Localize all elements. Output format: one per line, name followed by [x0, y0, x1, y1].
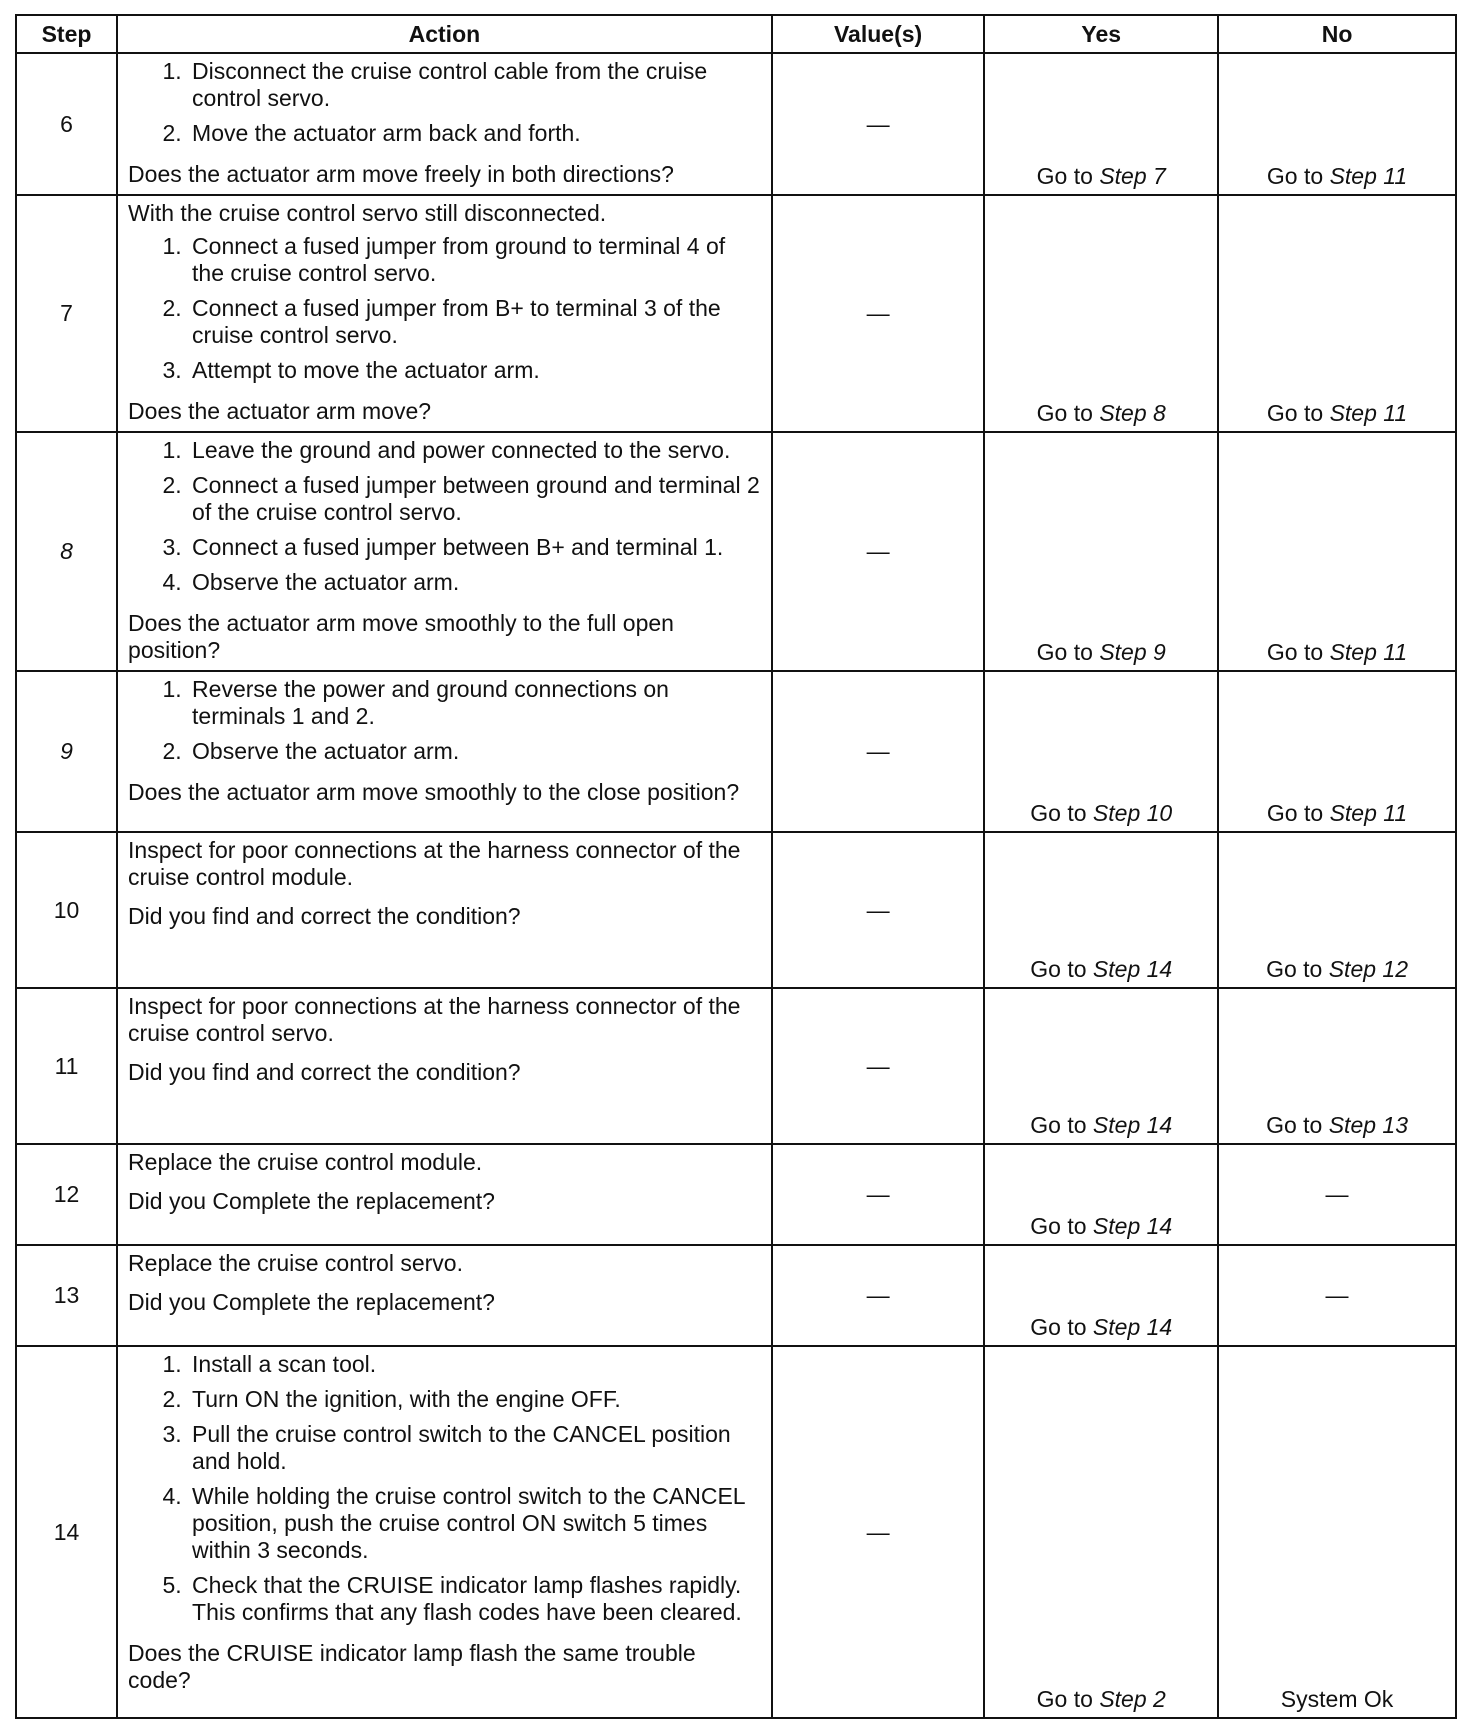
- yes-step-ref: Step 9: [1099, 639, 1166, 665]
- table-row: [16, 432, 1456, 671]
- value-cell: —: [772, 1346, 985, 1718]
- no-step-ref: Step 12: [1328, 956, 1409, 982]
- step-number: 14: [16, 1346, 117, 1718]
- value-cell: —: [772, 1144, 985, 1245]
- no-step-ref: Step 11: [1329, 163, 1408, 189]
- action-intro: Inspect for poor connections at the harness connector of the cruise control servo.: [128, 993, 741, 1046]
- action-cell: [117, 1346, 772, 1718]
- action-question: Did you Complete the replacement?: [128, 1188, 495, 1214]
- action-steps-list: [128, 1351, 761, 1626]
- action-cell: [117, 832, 772, 988]
- header-no: No: [1218, 15, 1456, 53]
- table-row: [16, 832, 1456, 988]
- no-goto-label: Go to: [1266, 956, 1323, 982]
- action-step-item: 2. Move the actuator arm back and forth.: [188, 120, 761, 147]
- step-number: 6: [16, 53, 117, 195]
- no-cell: [1218, 988, 1456, 1144]
- action-step-item: 1. Install a scan tool.: [188, 1351, 761, 1378]
- no-step-ref: Step 13: [1328, 1112, 1409, 1138]
- no-goto-label: Go to: [1266, 800, 1324, 826]
- header-action: Action: [117, 15, 772, 53]
- action-cell: [117, 1245, 772, 1346]
- yes-goto-label: Go to: [1030, 1314, 1087, 1340]
- no-step-ref: Step 11: [1329, 800, 1408, 826]
- step-number: 8: [16, 432, 117, 671]
- action-question: Does the actuator arm move smoothly to the full open position?: [128, 610, 674, 663]
- yes-cell: [984, 832, 1218, 988]
- action-question: Did you find and correct the condition?: [128, 1059, 521, 1085]
- yes-cell: [984, 195, 1218, 432]
- yes-goto-label: Go to: [1036, 400, 1093, 426]
- action-step-item: 3. Pull the cruise control switch to the CANCEL position and hold.: [188, 1421, 761, 1475]
- no-cell: [1218, 671, 1456, 832]
- yes-cell: [984, 1346, 1218, 1718]
- table-row: [16, 1144, 1456, 1245]
- action-question: Does the actuator arm move freely in both directions?: [128, 161, 674, 187]
- step-number: 7: [16, 195, 117, 432]
- yes-step-ref: Step 10: [1092, 800, 1173, 826]
- action-step-item: 2. Observe the actuator arm.: [188, 738, 761, 765]
- yes-cell: [984, 988, 1218, 1144]
- action-steps-list: [128, 233, 761, 384]
- action-step-item: 2. Connect a fused jumper between ground and terminal 2 of the cruise control servo.: [188, 472, 761, 526]
- yes-step-ref: Step 14: [1092, 1213, 1173, 1239]
- action-cell: [117, 432, 772, 671]
- header-step: Step: [16, 15, 117, 53]
- step-number: 11: [16, 988, 117, 1144]
- table-row: [16, 1245, 1456, 1346]
- value-cell: —: [772, 832, 985, 988]
- no-step-ref: Step 11: [1329, 400, 1408, 426]
- action-cell: [117, 195, 772, 432]
- action-question: Does the actuator arm move?: [128, 398, 432, 424]
- action-cell: [117, 988, 772, 1144]
- yes-goto-label: Go to: [1030, 1112, 1087, 1138]
- no-cell: [1218, 53, 1456, 195]
- header-row: [16, 15, 1456, 53]
- action-step-item: 1. Reverse the power and ground connections on terminals 1 and 2.: [188, 676, 761, 730]
- no-cell: —: [1218, 1245, 1456, 1346]
- action-step-item: 2. Connect a fused jumper from B+ to terminal 3 of the cruise control servo.: [188, 295, 761, 349]
- step-number: 9: [16, 671, 117, 832]
- action-cell: [117, 671, 772, 832]
- yes-goto-label: Go to: [1030, 1213, 1087, 1239]
- action-intro: Replace the cruise control module.: [128, 1149, 483, 1175]
- table-row: [16, 671, 1456, 832]
- action-intro: With the cruise control servo still disconnected.: [128, 200, 607, 226]
- yes-step-ref: Step 14: [1092, 956, 1173, 982]
- action-question: Does the actuator arm move smoothly to the close position?: [128, 779, 740, 805]
- no-cell: System Ok: [1218, 1346, 1456, 1718]
- yes-cell: [984, 1245, 1218, 1346]
- step-number: 13: [16, 1245, 117, 1346]
- value-cell: —: [772, 195, 985, 432]
- value-cell: —: [772, 988, 985, 1144]
- action-intro: Replace the cruise control servo.: [128, 1250, 463, 1276]
- action-question: Does the CRUISE indicator lamp flash the same trouble code?: [128, 1640, 696, 1693]
- value-cell: —: [772, 432, 985, 671]
- no-goto-label: Go to: [1266, 639, 1324, 665]
- yes-goto-label: Go to: [1036, 639, 1093, 665]
- action-step-item: 1. Connect a fused jumper from ground to terminal 4 of the cruise control servo.: [188, 233, 761, 287]
- yes-goto-label: Go to: [1030, 800, 1087, 826]
- yes-step-ref: Step 8: [1099, 400, 1166, 426]
- action-steps-list: [128, 437, 761, 596]
- no-cell: [1218, 432, 1456, 671]
- action-step-item: 3. Connect a fused jumper between B+ and terminal 1.: [188, 534, 761, 561]
- yes-cell: [984, 53, 1218, 195]
- diagnostic-table: [15, 14, 1457, 1719]
- table-row: [16, 1346, 1456, 1718]
- header-yes: Yes: [984, 15, 1218, 53]
- action-step-item: 1. Disconnect the cruise control cable from the cruise control servo.: [188, 58, 761, 112]
- action-step-item: 4. Observe the actuator arm.: [188, 569, 761, 596]
- action-cell: [117, 53, 772, 195]
- no-cell: [1218, 195, 1456, 432]
- table-row: [16, 988, 1456, 1144]
- value-cell: —: [772, 1245, 985, 1346]
- yes-cell: [984, 432, 1218, 671]
- action-steps-list: [128, 676, 761, 765]
- yes-cell: [984, 671, 1218, 832]
- no-cell: —: [1218, 1144, 1456, 1245]
- yes-goto-label: Go to: [1030, 956, 1087, 982]
- no-goto-label: Go to: [1266, 1112, 1323, 1138]
- action-intro: Inspect for poor connections at the harness connector of the cruise control module.: [128, 837, 741, 890]
- table-row: [16, 53, 1456, 195]
- yes-step-ref: Step 7: [1099, 163, 1166, 189]
- header-values: Value(s): [772, 15, 985, 53]
- table-body: [16, 53, 1456, 1718]
- action-step-item: 2. Turn ON the ignition, with the engine OFF.: [188, 1386, 761, 1413]
- step-number: 12: [16, 1144, 117, 1245]
- action-question: Did you find and correct the condition?: [128, 903, 521, 929]
- action-question: Did you Complete the replacement?: [128, 1289, 495, 1315]
- value-cell: —: [772, 671, 985, 832]
- table-row: [16, 195, 1456, 432]
- yes-step-ref: Step 14: [1092, 1112, 1173, 1138]
- action-cell: [117, 1144, 772, 1245]
- action-steps-list: [128, 58, 761, 147]
- value-cell: —: [772, 53, 985, 195]
- yes-goto-label: Go to: [1036, 163, 1093, 189]
- action-step-item: 4. While holding the cruise control switch to the CANCEL position, push the cruise control ON switch 5 times within 3 seconds.: [188, 1483, 761, 1564]
- no-step-ref: Step 11: [1329, 639, 1408, 665]
- yes-cell: [984, 1144, 1218, 1245]
- yes-step-ref: Step 2: [1099, 1686, 1166, 1712]
- action-step-item: 1. Leave the ground and power connected to the servo.: [188, 437, 761, 464]
- action-step-item: 5. Check that the CRUISE indicator lamp flashes rapidly. This confirms that any flash codes have been cleared.: [188, 1572, 761, 1626]
- action-step-item: 3. Attempt to move the actuator arm.: [188, 357, 761, 384]
- no-cell: [1218, 832, 1456, 988]
- step-number: 10: [16, 832, 117, 988]
- no-goto-label: Go to: [1266, 163, 1324, 189]
- yes-step-ref: Step 14: [1092, 1314, 1173, 1340]
- yes-goto-label: Go to: [1036, 1686, 1093, 1712]
- no-goto-label: Go to: [1266, 400, 1324, 426]
